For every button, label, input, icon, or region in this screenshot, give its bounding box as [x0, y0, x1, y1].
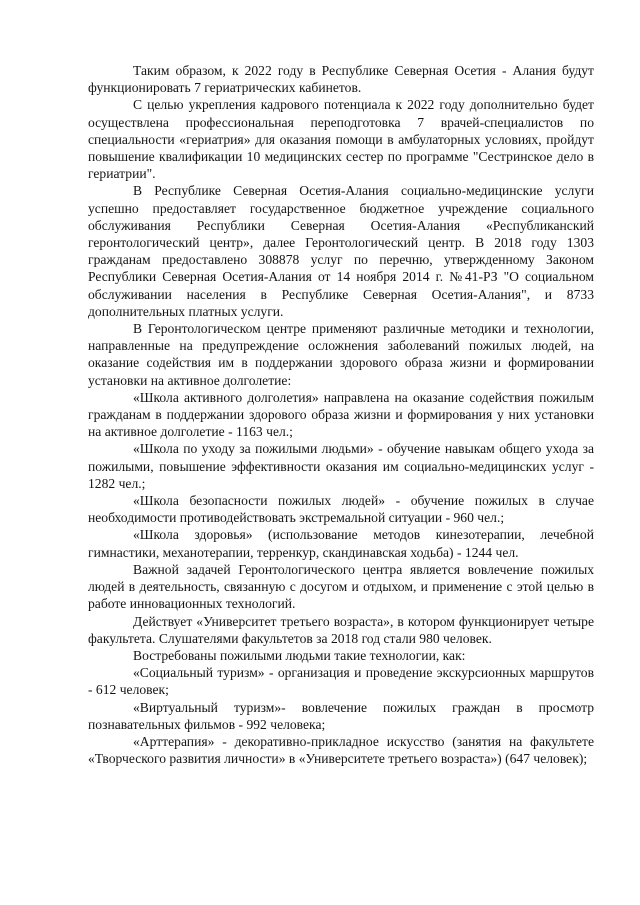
paragraph-safety-school: «Школа безопасности пожилых людей» - обучение пожилых в случае необходимости противодействовать экстремальной ситуации - 960 чел.;: [88, 493, 594, 526]
paragraph-gerontology-cabinets: Таким образом, к 2022 году в Республике Северная Осетия - Алания будут функционировать 7 гериатрических кабинетов.: [88, 63, 594, 96]
paragraph-third-age-university: Действует «Университет третьего возраста», в котором функционирует четыре факультета. Слушателями факультетов за 2018 год стали 980 человек.: [88, 613, 594, 646]
paragraph-health-school: «Школа здоровья» (использование методов кинезотерапии, лечебной гимнастики, механотерапии, терренкур, скандинавская ходьба) - 1244 чел.: [88, 527, 594, 560]
paragraph-virtual-tourism: «Виртуальный туризм»- вовлечение пожилых граждан в просмотр познавательных фильмов - 992 человека;: [88, 699, 594, 732]
paragraph-care-school: «Школа по уходу за пожилыми людьми» - обучение навыкам общего ухода за пожилыми, повышение эффективности оказания им социально-медицинских услуг - 1282 чел.;: [88, 441, 594, 491]
paragraph-gerontology-center: В Республике Северная Осетия-Алания социально-медицинские услуги успешно предоставляет государственное бюджетное учреждение социального обслуживания Республики Северная Осетия-Алания «Республиканский геронтологический центр», далее Геронтологический центр. В 2018 году 1303 гражданам предоставлено 308878 услуг по перечню, утвержденному Законом Республики Северная Осетия-Алания от 14 ноября 2014 г. №41-РЗ "О социальном обслуживании населения в Республике Северная Осетия-Алания", и 8733 дополнительных платных услуги.: [88, 183, 594, 319]
paragraph-active-longevity-school: «Школа активного долголетия» направлена на оказание содействия пожилым гражданам в поддержании здорового образа жизни и формирования у них установки на активное долголетие - 1163 чел.;: [88, 389, 594, 440]
paragraph-leisure-task: Важной задачей Геронтологического центра является вовлечение пожилых людей в деятельность, связанную с досугом и отдыхом, и применение с этой целью в работе инновационных технологий.: [88, 561, 594, 612]
document-page: [88, 62, 594, 767]
paragraph-staff-training: С целью укрепления кадрового потенциала к 2022 году дополнительно будет осуществлена профессиональная переподготовка 7 врачей-специалистов по специальности «гериатрия» для оказания помощи в амбулаторных условиях, пройдут повышение квалификации 10 медицинских сестер по программе "Сестринское дело в гериатрии".: [88, 97, 594, 182]
paragraph-art-therapy: «Арттерапия» - декоративно-прикладное искусство (занятия на факультете «Творческого развития личности» в «Университете третьего возраста») (647 человек);: [88, 733, 594, 767]
paragraph-methods-intro: В Геронтологическом центре применяют различные методики и технологии, направленные на предупреждение осложнения заболеваний пожилых людей, на оказание содействия им в поддержании здорового образа жизни и формировании установки на активное долголетие:: [88, 321, 594, 388]
paragraph-technologies-intro: Востребованы пожилыми людьми такие технологии, как:: [133, 647, 466, 663]
paragraph-social-tourism: «Социальный туризм» - организация и проведение экскурсионных маршрутов - 612 человек;: [88, 665, 594, 698]
